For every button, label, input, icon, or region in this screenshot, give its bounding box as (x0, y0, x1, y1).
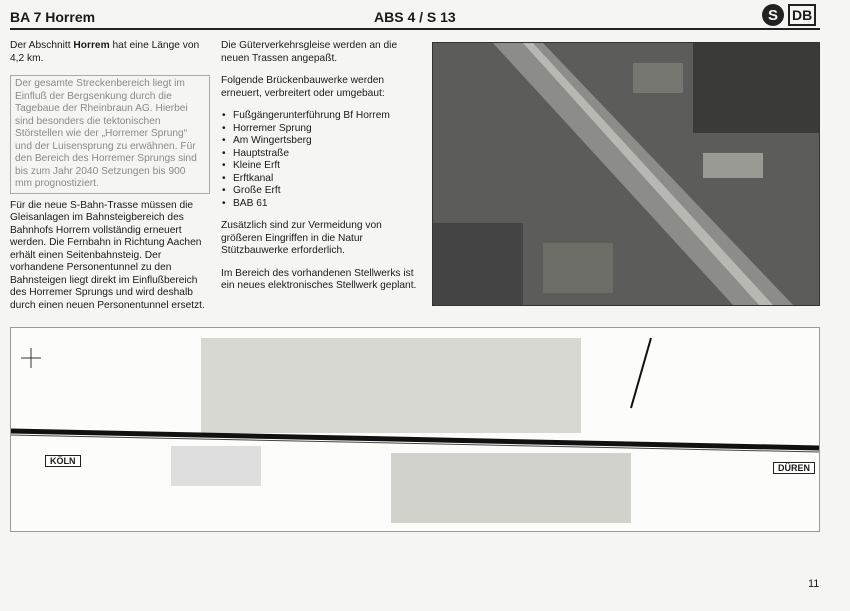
bridge-list (221, 110, 421, 210)
paragraph-stellwerk: Im Bereich des vorhandenen Stellwerks ist ein neues elektronisches Stellwerk geplant. (221, 267, 417, 291)
bridge-list-item: • Fußgängerunterführung Bf Horrem (221, 110, 421, 123)
paragraph-gueter: Die Güterverkehrsgleise werden an die neuen Trassen angepaßt. (221, 40, 398, 64)
bridge-list-item: • Kleine Erft (221, 160, 421, 173)
paragraph-sbahn: Für die neue S-Bahn-Trasse müssen die Gleisanlagen im Bahnsteigbereich des Bahnhofs Horrem vollständig erneuert werden. Die Fernbahn in Richtung Aachen erhält einen Seitenbahnsteig. Der vorhandene Personentunnel zu den Bahnsteigen liegt direkt im Einflußbereich des Horremer Sprungs und wird deshalb durch einen neuen Personentunnel ersetzt. (10, 199, 205, 311)
intro-paragraph: Der Abschnitt Horrem hat eine Länge von 4,2 km. (10, 40, 200, 64)
map-label-dueren: DÜREN (773, 462, 815, 474)
aerial-photo-graphic (433, 43, 819, 305)
sbahn-logo-icon: S (762, 4, 784, 26)
logo-group (762, 3, 816, 27)
header-rule (10, 28, 820, 30)
callout-box: Der gesamte Streckenbereich liegt im Einfluß der Bergsenkung durch die Tagebaue der Rheinbraun AG. Hierbei sind besonders die tektonischen Störstellen wie der „Horremer Sprung“ und der Luisensprung zu erwähnen. Für den Bereich des Horremer Sprungs sind bis zum Jahr 2040 Setzungen bis 900 mm prognostiziert. (10, 75, 210, 194)
bridge-list-item: • Erftkanal (221, 173, 421, 186)
intro-bold: Horrem (73, 40, 110, 51)
route-map-graphic (11, 328, 819, 531)
paragraph-stuetz: Zusätzlich sind zur Vermeidung von größeren Eingriffen in die Natur Stützbauwerke erforderlich. (221, 220, 382, 256)
aerial-photo (432, 42, 820, 306)
route-map (10, 327, 820, 532)
text-column-left (10, 40, 210, 322)
db-logo-icon: DB (788, 4, 816, 26)
map-label-koeln: KÖLN (45, 455, 81, 467)
paragraph-bruecken: Folgende Brückenbauwerke werden erneuert, verbreitert oder umgebaut: (221, 75, 385, 99)
text-column-middle (221, 40, 421, 303)
page-header (0, 0, 850, 30)
bridge-list-item: • Hauptstraße (221, 148, 421, 161)
bridge-list-item: • BAB 61 (221, 198, 421, 211)
line-title: ABS 4 / S 13 (374, 9, 456, 25)
bridge-list-item: • Am Wingertsberg (221, 135, 421, 148)
page-number: 11 (808, 578, 820, 590)
bridge-list-item: • Horremer Sprung (221, 123, 421, 136)
bridge-list-item: • Große Erft (221, 185, 421, 198)
section-title: BA 7 Horrem (10, 9, 96, 25)
